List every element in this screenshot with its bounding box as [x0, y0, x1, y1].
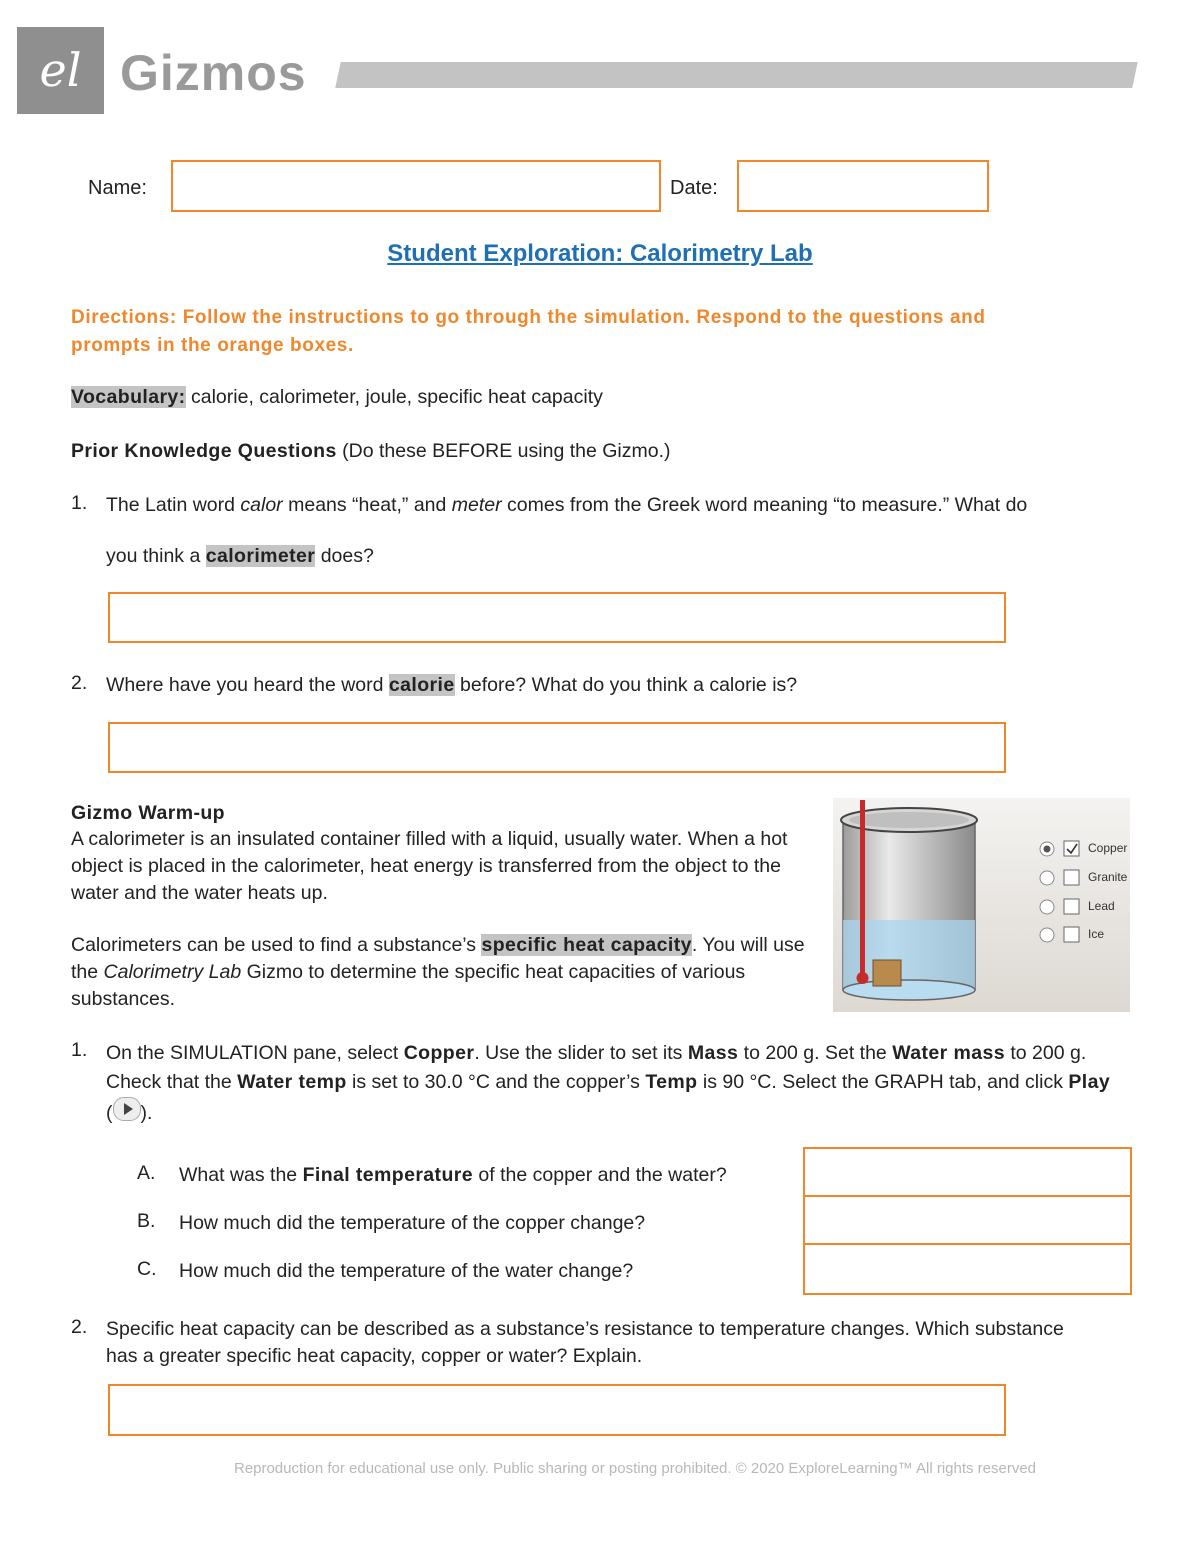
calorimeter-simulation-image	[833, 798, 1130, 1012]
prior-knowledge-heading	[71, 438, 671, 465]
option-lead-label: Lead	[1088, 899, 1115, 913]
task1-text-part: . Use the slider to set its	[474, 1042, 688, 1064]
directions: Directions: Follow the instructions to go through the simulation. Respond to the questions and prompts in the orange boxes.	[71, 307, 986, 356]
option-granite-label: Granite	[1088, 870, 1128, 884]
warmup-italic: Calorimetry Lab	[103, 961, 242, 983]
warmup-text: . You will use the	[71, 934, 805, 983]
q1-italic-calor: calor	[240, 494, 283, 516]
q1-highlight: calorimeter	[205, 545, 316, 567]
task1-bold: Mass	[687, 1042, 739, 1064]
explorelearning-logo-icon: el	[39, 43, 82, 97]
q2-highlight: calorie	[388, 674, 455, 696]
name-label: Name:	[88, 177, 147, 199]
task1-text-part: (	[106, 1102, 113, 1124]
q1-text: you think a	[106, 545, 206, 567]
task1-text-part: On the SIMULATION pane, select	[106, 1042, 404, 1064]
radio-copper-dot	[1044, 846, 1051, 853]
q1-italic-meter: meter	[451, 494, 502, 516]
header-bar	[335, 62, 1138, 88]
prior-note: (Do these BEFORE using the Gizmo.)	[336, 440, 671, 462]
answer-c-box[interactable]	[803, 1243, 1132, 1295]
checkbox-ice[interactable]	[1064, 927, 1079, 942]
sub-a-letter: A.	[137, 1162, 156, 1184]
answer-b-box[interactable]	[803, 1195, 1132, 1245]
task1-text	[106, 1039, 1121, 1128]
vocabulary	[71, 384, 603, 411]
checkbox-granite[interactable]	[1064, 870, 1079, 885]
radio-lead[interactable]	[1040, 900, 1054, 914]
task1-text-part: is 90 °C. Select the GRAPH tab, and click	[697, 1071, 1069, 1093]
task1-text-part: to 200 g. Check that the	[106, 1042, 1087, 1093]
task1-bold: Play	[1068, 1071, 1111, 1093]
date-label: Date:	[670, 177, 718, 199]
q1-text: does?	[315, 545, 374, 567]
calorimeter-illustration	[833, 798, 1130, 1012]
q1-number: 1.	[71, 492, 88, 514]
q1-text: comes from the Greek word meaning “to measure.” What do	[501, 494, 1028, 516]
q2-number: 2.	[71, 672, 88, 694]
warmup-paragraph-1: A calorimeter is an insulated container filled with a liquid, usually water. When a hot object is placed in the calorimeter, heat energy is transferred from the object to the water and the water heats up.	[71, 828, 788, 904]
q1-line2	[106, 543, 374, 570]
q2-text-part: Where have you heard the word	[106, 674, 389, 696]
warmup-highlight: specific heat capacity	[481, 934, 692, 956]
sub-a-part: What was the	[179, 1164, 303, 1186]
radio-granite[interactable]	[1040, 871, 1054, 885]
task1-text-part: ).	[140, 1102, 153, 1124]
task2-text: Specific heat capacity can be described as a substance’s resistance to temperature changes. Which substance has a greater specific heat capacity, copper or water? Explain.	[106, 1318, 1064, 1367]
sub-b-text: How much did the temperature of the copper change?	[179, 1212, 646, 1234]
brand-name: Gizmos	[120, 45, 307, 101]
page-title: Student Exploration: Calorimetry Lab	[387, 240, 813, 267]
sub-b-letter: B.	[137, 1210, 156, 1232]
sub-c-text: How much did the temperature of the water change?	[179, 1260, 634, 1282]
checkbox-copper[interactable]	[1064, 841, 1079, 856]
prior-heading: Prior Knowledge Questions	[71, 440, 337, 462]
date-field[interactable]	[737, 160, 989, 212]
task2-number: 2.	[71, 1316, 88, 1338]
copper-cube-icon	[873, 960, 901, 986]
vocabulary-terms: calorie, calorimeter, joule, specific heat capacity	[185, 386, 603, 408]
radio-ice[interactable]	[1040, 928, 1054, 942]
q1-answer-box[interactable]	[108, 592, 1006, 643]
thermometer-icon	[860, 800, 865, 978]
sub-a-part: of the copper and the water?	[473, 1164, 727, 1186]
warmup-paragraph-2	[71, 932, 811, 1013]
sub-a-text	[179, 1162, 727, 1189]
task1-bold: Copper	[403, 1042, 475, 1064]
q2-text	[106, 672, 797, 699]
q2-answer-box[interactable]	[108, 722, 1006, 773]
task1-number: 1.	[71, 1039, 88, 1061]
task1-bold: Temp	[645, 1071, 698, 1093]
footer-copyright: Reproduction for educational use only. Public sharing or posting prohibited. © 2020 ExploreLearning™ All rights reserved	[233, 1460, 1037, 1477]
task1-text-part: is set to 30.0 °C and the copper’s	[346, 1071, 646, 1093]
calorimeter-opening	[849, 812, 969, 828]
sub-c-letter: C.	[137, 1258, 157, 1280]
checkbox-lead[interactable]	[1064, 899, 1079, 914]
q1-text: The Latin word	[106, 494, 241, 516]
q1-line1	[106, 492, 1146, 519]
warmup-text: Gizmo to determine the specific heat capacities of various substances.	[71, 961, 746, 1010]
play-icon	[113, 1097, 141, 1121]
answer-a-box[interactable]	[803, 1147, 1132, 1197]
task1-bold: Water mass	[892, 1042, 1005, 1064]
q2-text-part: before? What do you think a calorie is?	[454, 674, 798, 696]
task1-bold: Water temp	[237, 1071, 347, 1093]
vocabulary-label: Vocabulary:	[71, 386, 186, 408]
q1-text: means “heat,” and	[282, 494, 452, 516]
task1-text-part: to 200 g. Set the	[738, 1042, 893, 1064]
warmup-heading: Gizmo Warm-up	[71, 802, 225, 824]
name-field[interactable]	[171, 160, 661, 212]
thermometer-bulb	[857, 972, 869, 984]
sub-a-bold: Final temperature	[302, 1164, 473, 1186]
option-ice-label: Ice	[1088, 927, 1105, 941]
task2-answer-box[interactable]	[108, 1384, 1006, 1436]
option-copper-label: Copper	[1088, 841, 1128, 855]
warmup-text: Calorimeters can be used to find a substance’s	[71, 934, 482, 956]
